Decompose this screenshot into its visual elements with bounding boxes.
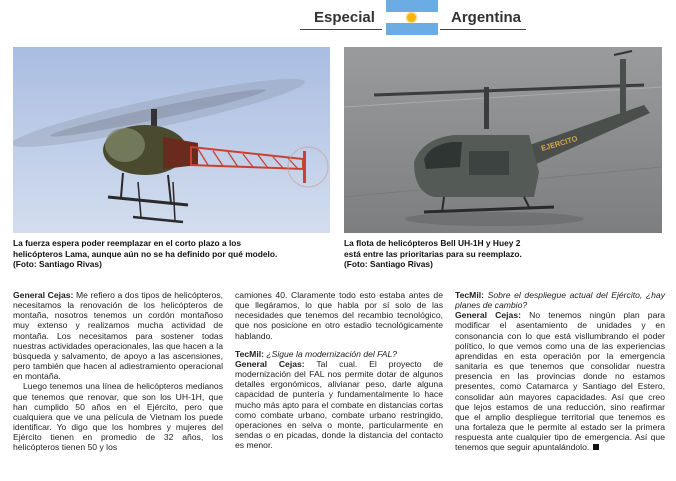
- interviewer-label: TecMil:: [235, 348, 264, 359]
- question: TecMil: ¿Sigue la modernización del FAL?: [235, 348, 398, 359]
- article-column-3: [455, 290, 665, 453]
- tail-marking: EJERCITO: [540, 133, 579, 153]
- answer-paragraph: General Cejas: No tenemos ningún plan para modificar el asentamiento de unidades y en consonancia con lo que está visllumbrando el poder político, lo que vemos como una de las experiencias aprendidas en esta operación por la emergencia sanitaria es que tenemos que consolidar nuestra presencia en las provincias donde no estamos presentes, como Catamarca y Santiago del Estero, consolidar aún mayores capacidades. Así que creo que lejos estamos de una reducción, sino reafirmar que el amplio despliegue territorial que tenemos es una fortaleza que le permite al estado ser la primera respuesta ante cualquier tipo de emergencia. Así que tenemos que seguir apuntalándolo.: [455, 310, 665, 453]
- interviewer-label: TecMil:: [455, 290, 484, 300]
- end-of-article-mark: [593, 444, 599, 450]
- question: TecMil: Sobre el despliegue actual del Ejército, ¿hay planes de cambio?: [455, 290, 665, 311]
- photo2-caption: La flota de helicópteros Bell UH-1H y Huey 2 está entre las prioritarias para su reemplazo. (Foto: Santiago Rivas): [344, 238, 522, 270]
- header-rule-left: [300, 29, 382, 30]
- speaker-label: General Cejas:: [235, 358, 305, 369]
- country-label: Argentina: [451, 9, 522, 26]
- section-label: Especial: [314, 9, 375, 26]
- body-paragraph: Luego tenemos una línea de helicópteros medianos que tenemos que renovar, que son los UH-1H, que han cumplido 50 años en el Ejército, pero que cualquiera que ve una película de Vietnam los puede identificar. Yo digo que los hombres y mujeres del Ejército tienen en promedio de 32 años, los helicópteros tienen 50 y los: [13, 381, 223, 453]
- answer-paragraph: General Cejas: Tal cual. El proyecto de modernización del FAL nos permite dotar de algunos detalles ergonómicos, alivianar peso, darle alguna capacidad de puntería y fundamentalmente lo hace mucho más apto para el combate en distancias cortas como combate urbano, combate urbano restringido, operaciones en selva o monte, particularmente en sendas o en picadas, donde la distancia del contacto es menor.: [235, 358, 443, 451]
- speaker-label: General Cejas:: [455, 310, 521, 321]
- photo-lama-helicopter: [13, 47, 330, 233]
- body-paragraph: camiones 40. Claramente todo esto estaba antes de que llegáramos, lo que habla por sí solo de las necesidades que tenemos del recambio tecnológico, que nos posicione en otro estadio tecnológicamente hablando.: [235, 290, 443, 341]
- sun-of-may-icon: [407, 13, 416, 22]
- article-column-1: [13, 290, 223, 453]
- page-header: [0, 0, 676, 40]
- speaker-label: General Cejas:: [13, 290, 74, 300]
- photo1-caption: La fuerza espera poder reemplazar en el corto plazo a los helicópteros Lama, aunque aún no se ha definido por qué modelo. (Foto: Santiago Rivas): [13, 238, 278, 270]
- argentina-flag-icon: [386, 0, 438, 35]
- article-column-2: [235, 290, 443, 450]
- photo-bell-uh1h-helicopter: [344, 47, 662, 233]
- answer-paragraph: General Cejas: Me refiero a dos tipos de helicópteros, necesitamos la renovación de los helicópteros de montaña, nosotros tenemos un cordón montañoso muy extenso y realizamos mucha actividad de montaña. Los necesitamos para sostener todas nuestras actividades operacionales, las que hacen a la búsqueda y salvamento, de apoyo a las ascensiones, pero también que hacen al adiestramiento operacional en montaña.: [13, 290, 223, 382]
- header-rule-right: [440, 29, 526, 30]
